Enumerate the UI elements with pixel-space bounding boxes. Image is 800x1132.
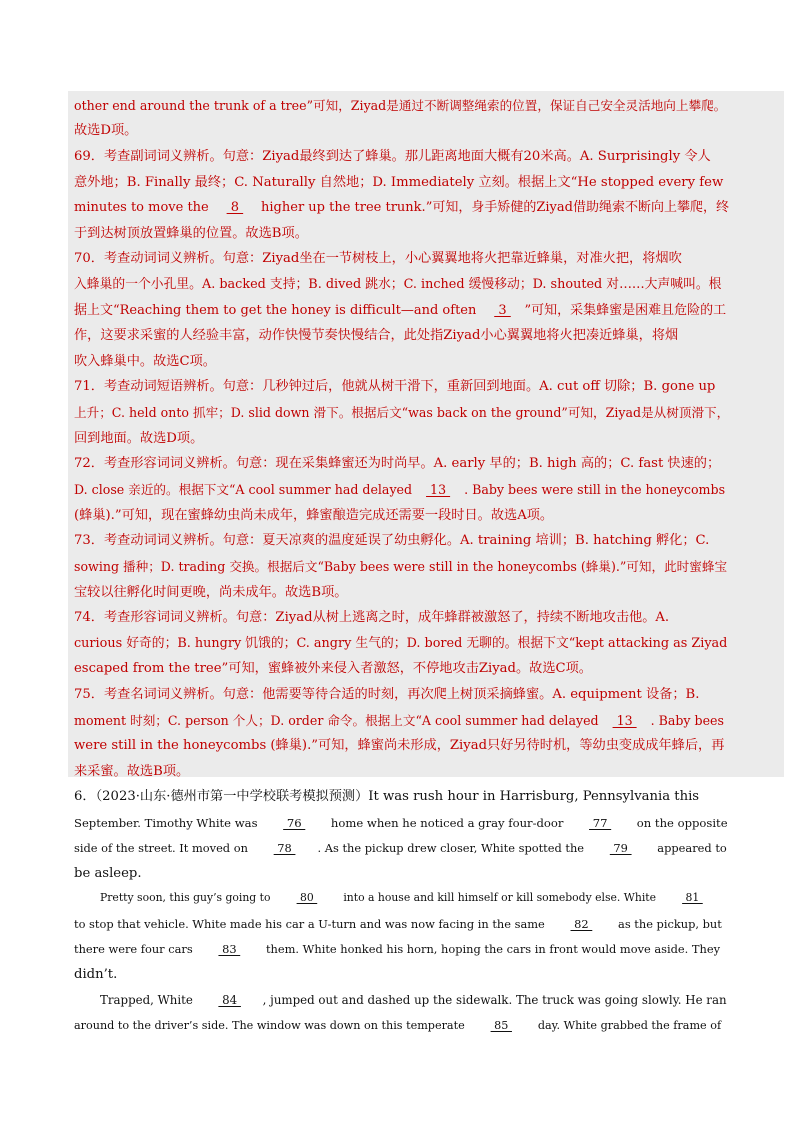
question-line: around to the driver’s side. The window was down on this temperate 85 day. White grabbed the frame of: [74, 1017, 728, 1035]
answer-line: 回到地面。故选D项。: [74, 431, 204, 446]
answer-line: escaped from the tree”可知，蜜蜂被外来侵入者激怒，不停地攻击Ziyad。故选C项。: [74, 661, 592, 676]
answer-line: 据上文“Reaching them to get the honey is difficult—and often 3 ”可知，采集蜂蜜是困难且危险的工: [74, 303, 727, 318]
blank-85: 85: [490, 1019, 512, 1032]
blank-8: 8: [226, 200, 244, 215]
blank-13: 13: [612, 713, 637, 728]
answer-line: moment 时刻；C. person 个人；D. order 命令。根据上文“A cool summer had delayed 13 . Baby bees: [74, 713, 724, 728]
blank-77: 77: [589, 816, 612, 830]
question-line: side of the street. It moved on 78 . As the pickup drew closer, White spotted the 79 appeared to: [74, 841, 727, 855]
answer-line: 69．考查副词词义辨析。句意：Ziyad最终到达了蜂巢。那儿距离地面大概有20米高。A. Surprisingly 令人: [74, 149, 711, 164]
answer-line: 上升；C. held onto 抓牢；D. slid down 滑下。根据后文“was back on the ground”可知，Ziyad是从树顶滑下，: [74, 405, 730, 420]
answer-line: curious 好奇的；B. hungry 饥饿的；C. angry 生气的；D. bored 无聊的。根据下文“kept attacking as Ziyad: [74, 636, 728, 651]
answer-line: 73．考查动词词义辨析。句意：夏天凉爽的温度延误了幼虫孵化。A. training 培训；B. hatching 孵化；C.: [74, 533, 710, 548]
answer-line: 70．考查动词词义辨析。句意：Ziyad坐在一节树枝上，小心翼翼地将火把靠近蜂巢，对准火把，将烟吹: [74, 251, 682, 266]
answer-line: D. close 亲近的。根据下文“A cool summer had delayed 13 . Baby bees were still in the honeycombs: [74, 482, 726, 497]
blank-82: 82: [570, 917, 593, 931]
question-line: 6．（2023·山东·德州市第一中学校联考模拟预测）It was rush hour in Harrisburg, Pennsylvania this: [74, 789, 700, 804]
blank-76: 76: [283, 816, 306, 830]
question-line: there were four cars 83 them. White honked his horn, hoping the cars in front would move aside. They: [74, 942, 721, 956]
blank-3: 3: [494, 303, 511, 318]
answer-line: 故选D项。: [74, 123, 138, 138]
answer-line: 74．考查形容词词义辨析。句意：Ziyad从树上逃离之时，成年蜂群被激怒了，持续不断地攻击他。A.: [74, 610, 670, 625]
answer-line: sowing 播种；D. trading 交换。根据后文“Baby bees were still in the honeycombs (蜂巢).”可知，此时蜜蜂宝: [74, 559, 728, 574]
answer-line: 意外地；B. Finally 最终；C. Naturally 自然地；D. Immediately 立刻。根据上文“He stopped every few: [74, 175, 724, 190]
question-line: Trapped, White 84 , jumped out and dashed up the sidewalk. The truck was going slowly. He ran: [100, 993, 727, 1007]
answer-line: were still in the honeycombs (蜂巢).”可知，蜂蜜尚未形成，Ziyad只好另待时机，等幼虫变成成年蜂后，再: [74, 738, 725, 753]
blank-79: 79: [609, 841, 632, 855]
answer-line: 吹入蜂巢中。故选C项。: [74, 354, 216, 369]
answer-line: 宝较以往孵化时间更晚，尚未成年。故选B项。: [74, 585, 348, 600]
answer-line: 于到达树顶放置蜂巢的位置。故选B项。: [74, 226, 308, 241]
question-line: Pretty soon, this guy’s going to 80 into a house and kill himself or kill somebody else. White 81: [100, 889, 728, 907]
blank-80: 80: [296, 891, 318, 904]
answer-line: other end around the trunk of a tree”可知，Ziyad是通过不断调整绳索的位置，保证自己安全灵活地向上攀爬。: [74, 98, 727, 113]
blank-84: 84: [218, 993, 241, 1007]
question-line: didn’t.: [74, 967, 118, 982]
blank-78: 78: [273, 841, 296, 855]
answer-line: (蜂巢).”可知，现在蜜蜂幼虫尚未成年，蜂蜜酿造完成还需要一段时日。故选A项。: [74, 508, 554, 523]
answer-line: minutes to move the 8 higher up the tree trunk.”可知，身手矫健的Ziyad借助绳索不断向上攀爬，终: [74, 200, 729, 215]
blank-81: 81: [682, 891, 703, 904]
answer-line: 作，这要求采蜜的人经验丰富，动作快慢节奏快慢结合，此处指Ziyad小心翼翼地将火把凑近蜂巢，将烟: [74, 328, 679, 343]
blank-83: 83: [218, 942, 241, 956]
question-line: be asleep.: [74, 866, 142, 881]
answer-line: 72．考查形容词词义辨析。句意：现在采集蜂蜜还为时尚早。A. early 早的；B. high 高的；C. fast 快速的；: [74, 456, 721, 471]
answer-line: 来采蜜。故选B项。: [74, 764, 190, 779]
question-line: September. Timothy White was 76 home when he noticed a gray four-door 77 on the opposite: [74, 816, 728, 830]
answer-line: 75．考查名词词义辨析。句意：他需要等待合适的时刻，再次爬上树顶采摘蜂蜜。A. equipment 设备；B.: [74, 687, 700, 702]
answer-line: 71．考查动词短语辨析。句意：几秒钟过后，他就从树干滑下，重新回到地面。A. cut off 切除；B. gone up: [74, 379, 716, 394]
question-line: to stop that vehicle. White made his car a U-turn and was now facing in the same 82 as the pickup, but: [74, 917, 722, 931]
blank-13: 13: [426, 482, 451, 497]
answer-line: 入蜂巢的一个小孔里。A. backed 支持；B. dived 跳水；C. inched 缓慢移动；D. shouted 对……大声喊叫。根: [74, 277, 722, 292]
